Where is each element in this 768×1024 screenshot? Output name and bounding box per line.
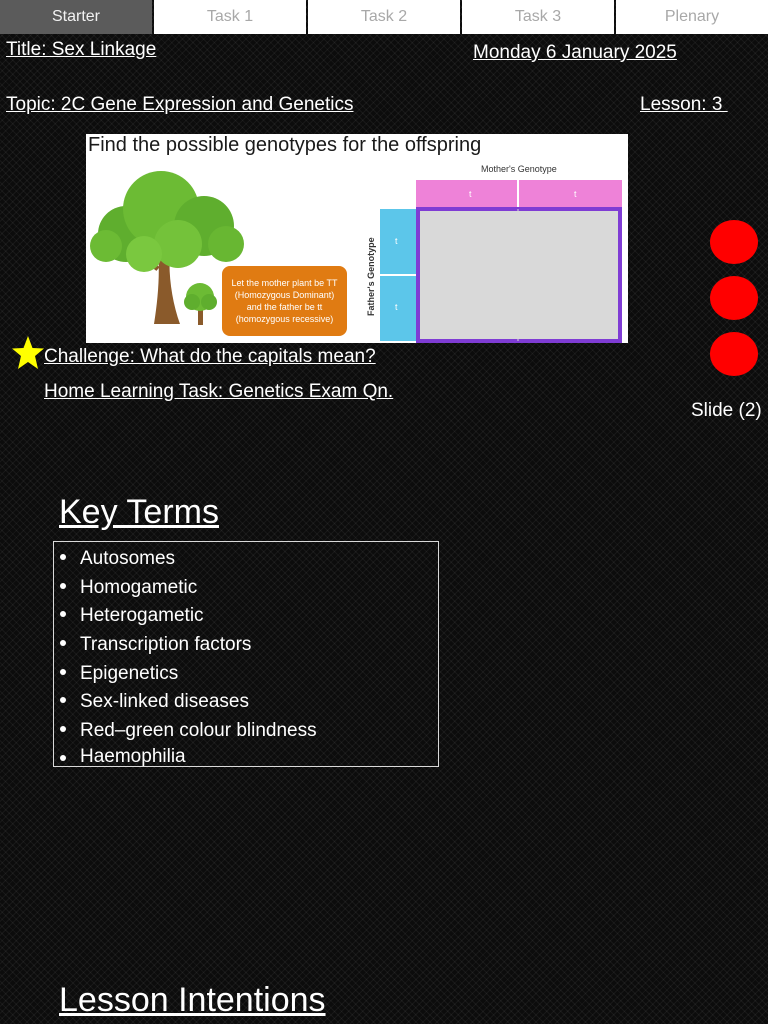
mother-allele-1: t [469, 189, 472, 199]
tab-task-1[interactable]: Task 1 [154, 0, 306, 34]
lesson-date: Monday 6 January 2025 [473, 42, 677, 63]
list-item: Sex-linked diseases [54, 688, 438, 717]
mother-allele-2: t [574, 189, 577, 199]
key-terms-heading: Key Terms [59, 493, 219, 531]
tree-illustration [90, 171, 244, 325]
star-icon [11, 335, 45, 373]
list-item: Homogametic [54, 574, 438, 603]
list-item: Transcription factors [54, 631, 438, 660]
key-terms-box [53, 541, 439, 767]
key-terms-list [54, 542, 438, 770]
home-learning-link[interactable]: Home Learning Task: Genetics Exam Qn. [44, 381, 394, 402]
image-heading: Find the possible genotypes for the offspring [88, 134, 482, 156]
lesson-topic: Topic: 2C Gene Expression and Genetics [6, 94, 354, 115]
red-dot-2[interactable] [710, 276, 758, 320]
mothers-genotype-label: Mother's Genotype [481, 164, 557, 174]
lesson-title: Title: Sex Linkage [6, 39, 157, 60]
list-item: Epigenetics [54, 660, 438, 689]
red-dot-1[interactable] [710, 220, 758, 264]
starter-image [86, 134, 628, 343]
list-item: Autosomes [54, 545, 438, 574]
list-item: Red–green colour blindness [54, 717, 438, 746]
punnett-illustration [86, 134, 628, 343]
list-item: Heterogametic [54, 602, 438, 631]
tab-starter[interactable]: Starter [0, 0, 152, 34]
lesson-number: Lesson: 3 [640, 94, 728, 115]
tab-plenary[interactable]: Plenary [616, 0, 768, 34]
lesson-intentions-heading: Lesson Intentions [59, 981, 326, 1019]
father-allele-2: t [395, 302, 398, 312]
red-dot-3[interactable] [710, 332, 758, 376]
challenge-link[interactable]: Challenge: What do the capitals mean? [44, 346, 376, 367]
slide-label: Slide (2) [691, 400, 762, 421]
tab-task-3[interactable]: Task 3 [462, 0, 614, 34]
father-allele-1: t [395, 236, 398, 246]
list-item: Haemophilia [54, 746, 438, 770]
tab-task-2[interactable]: Task 2 [308, 0, 460, 34]
note-text: Let the mother plant be TT (Homozygous Dominant) and the father be tt (homozygous recessive) [231, 278, 338, 324]
tab-bar [0, 0, 768, 34]
fathers-genotype-label: Father's Genotype [366, 237, 376, 316]
